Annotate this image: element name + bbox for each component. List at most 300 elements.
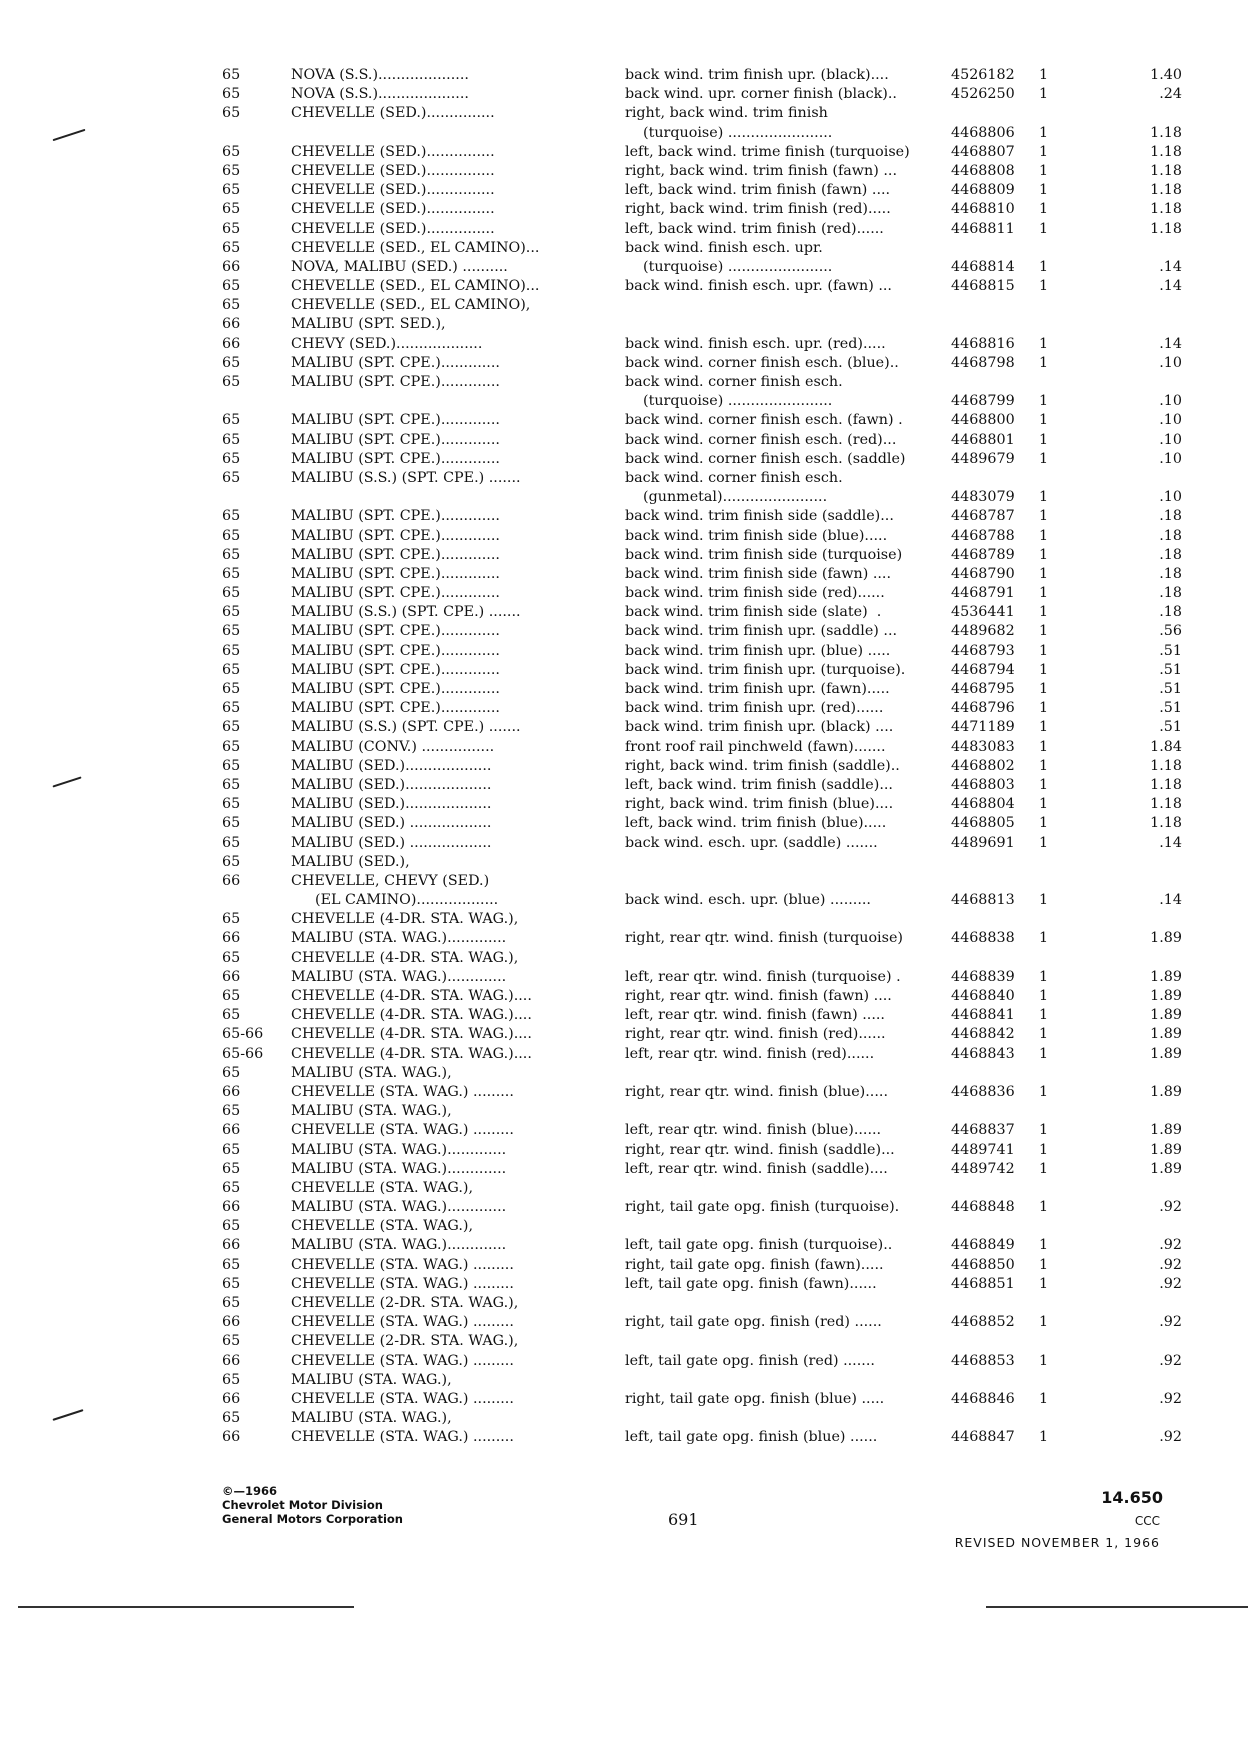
- part-description: back wind. trim finish upr. (red)......: [625, 700, 884, 717]
- quantity: 1: [1039, 1390, 1049, 1407]
- model-year: 65: [222, 1333, 241, 1350]
- model-year: 65: [222, 1371, 241, 1388]
- quantity: 1: [1039, 143, 1049, 160]
- price: .51: [1159, 700, 1182, 717]
- part-description: back wind. esch. upr. (saddle) .......: [625, 834, 878, 851]
- table-row: [222, 124, 1182, 143]
- publisher-block: [222, 1484, 403, 1526]
- part-number: 4489691: [951, 834, 1015, 851]
- part-number: 4468842: [951, 1026, 1015, 1043]
- model-name: MALIBU (SPT. CPE.).............: [291, 565, 500, 582]
- model-year: 65: [222, 623, 241, 640]
- price: 1.18: [1150, 776, 1182, 793]
- quantity: 1: [1039, 1352, 1049, 1369]
- binder-hole-mark: [53, 129, 86, 141]
- model-name: MALIBU (S.S.) (SPT. CPE.) .......: [291, 604, 521, 621]
- quantity: 1: [1039, 776, 1049, 793]
- part-number: 4468816: [951, 335, 1015, 352]
- part-description: right, back wind. trim finish (blue)....: [625, 796, 894, 813]
- model-name: CHEVELLE (SED.)...............: [291, 182, 495, 199]
- part-description: back wind. trim finish side (red)......: [625, 585, 885, 602]
- model-year: 66: [222, 258, 241, 275]
- quantity: 1: [1039, 1141, 1049, 1158]
- price: .10: [1159, 450, 1182, 467]
- model-year: 65: [222, 1410, 241, 1427]
- part-number: 4468803: [951, 776, 1015, 793]
- model-year: 65: [222, 1179, 241, 1196]
- part-description: left, back wind. trim finish (fawn) ....: [625, 182, 891, 199]
- part-number: 4526250: [951, 86, 1015, 103]
- model-year: 65: [222, 67, 241, 83]
- part-description: left, tail gate opg. finish (blue) ......: [625, 1429, 878, 1446]
- price: 1.89: [1150, 1122, 1182, 1139]
- quantity: 1: [1039, 1199, 1049, 1216]
- price: .14: [1159, 335, 1182, 352]
- part-description: back wind. esch. upr. (blue) .........: [625, 892, 871, 909]
- price: .92: [1159, 1390, 1182, 1407]
- model-name: MALIBU (SPT. CPE.).............: [291, 412, 500, 429]
- part-description: back wind. trim finish upr. (blue) .....: [625, 642, 891, 659]
- price: .92: [1159, 1429, 1182, 1446]
- table-row: [222, 1083, 1182, 1102]
- part-number: 4489679: [951, 450, 1015, 467]
- part-number: 4468796: [951, 700, 1015, 717]
- table-row: [222, 411, 1182, 430]
- part-description: back wind. trim finish upr. (saddle) ...: [625, 623, 898, 640]
- part-description: back wind. trim finish upr. (black) ....: [625, 719, 894, 736]
- model-name: CHEVELLE (2-DR. STA. WAG.),: [291, 1295, 519, 1311]
- model-year: 65: [222, 681, 241, 697]
- part-description: right, back wind. trim finish (saddle)..: [625, 757, 900, 774]
- quantity: 1: [1039, 489, 1049, 506]
- model-name: CHEVELLE (STA. WAG.),: [291, 1179, 473, 1196]
- table-row: [222, 296, 1182, 315]
- price: 1.40: [1150, 67, 1182, 83]
- table-row: [222, 603, 1182, 622]
- table-row: [222, 1102, 1182, 1121]
- price: 1.84: [1150, 738, 1182, 755]
- table-row: [222, 469, 1182, 488]
- quantity: 1: [1039, 757, 1049, 774]
- quantity: 1: [1039, 1007, 1049, 1024]
- part-description: right, back wind. trim finish (red).....: [625, 201, 891, 218]
- quantity: 1: [1039, 278, 1049, 295]
- part-number: 4468840: [951, 988, 1015, 1004]
- price: .18: [1159, 565, 1182, 582]
- model-name: MALIBU (SPT. CPE.).............: [291, 374, 500, 390]
- copyright: ©—1966: [222, 1484, 278, 1498]
- part-description: back wind. finish esch. upr.: [625, 239, 823, 256]
- table-row: [222, 891, 1182, 910]
- model-year: 65: [222, 143, 241, 160]
- part-number: 4468807: [951, 143, 1015, 160]
- binder-hole-mark: [52, 1409, 83, 1421]
- part-number: 4489682: [951, 623, 1015, 640]
- model-year: 65: [222, 412, 241, 429]
- model-name: MALIBU (STA. WAG.),: [291, 1371, 452, 1388]
- model-year: 65-66: [222, 1045, 264, 1062]
- table-row: [222, 143, 1182, 162]
- quantity: 1: [1039, 527, 1049, 544]
- quantity: 1: [1039, 546, 1049, 563]
- part-number: 4468789: [951, 546, 1015, 563]
- table-row: [222, 220, 1182, 239]
- part-description: left, rear qtr. wind. finish (saddle)....: [625, 1160, 888, 1177]
- model-name: CHEVELLE (2-DR. STA. WAG.),: [291, 1333, 519, 1350]
- part-number: 4468790: [951, 565, 1015, 582]
- model-year: 65: [222, 661, 241, 678]
- quantity: 1: [1039, 604, 1049, 621]
- price: 1.18: [1150, 143, 1182, 160]
- part-description: left, tail gate opg. finish (turquoise)..: [625, 1237, 893, 1254]
- model-year: 65: [222, 182, 241, 199]
- part-description: left, back wind. trime finish (turquoise): [625, 143, 910, 160]
- price: .51: [1159, 642, 1182, 659]
- quantity: 1: [1039, 892, 1049, 909]
- model-year: 65: [222, 1256, 241, 1273]
- quantity: 1: [1039, 623, 1049, 640]
- model-name: MALIBU (STA. WAG.),: [291, 1103, 452, 1120]
- model-year: 65: [222, 949, 241, 966]
- part-number: 4468843: [951, 1045, 1015, 1062]
- model-name: CHEVELLE (SED.)...............: [291, 162, 495, 179]
- table-row: [222, 258, 1182, 277]
- model-year: 66: [222, 872, 241, 889]
- table-row: [222, 718, 1182, 737]
- part-number: 4468838: [951, 930, 1015, 947]
- model-year: 65: [222, 374, 241, 390]
- part-description: right, rear qtr. wind. finish (turquoise): [625, 930, 903, 947]
- price: 1.18: [1150, 757, 1182, 774]
- quantity: 1: [1039, 968, 1049, 985]
- table-row: [222, 795, 1182, 814]
- price: .18: [1159, 508, 1182, 525]
- model-year: 65: [222, 796, 241, 813]
- model-name: MALIBU (STA. WAG.).............: [291, 1199, 507, 1216]
- part-description: left, tail gate opg. finish (fawn)......: [625, 1275, 877, 1292]
- parts-table: [222, 66, 1182, 1448]
- model-name: MALIBU (STA. WAG.).............: [291, 1160, 507, 1177]
- table-row: [222, 527, 1182, 546]
- price: 1.18: [1150, 124, 1182, 141]
- part-description: (turquoise) .......................: [643, 124, 833, 141]
- part-description: left, back wind. trim finish (red)......: [625, 220, 884, 237]
- model-name: MALIBU (SPT. CPE.).............: [291, 623, 500, 640]
- price: 1.18: [1150, 201, 1182, 218]
- model-name: MALIBU (SED.)...................: [291, 757, 492, 774]
- price: .24: [1159, 86, 1182, 103]
- table-row: [222, 162, 1182, 181]
- part-description: back wind. finish esch. upr. (fawn) ...: [625, 278, 892, 295]
- part-description: right, rear qtr. wind. finish (blue).....: [625, 1083, 888, 1100]
- table-row: [222, 1371, 1182, 1390]
- model-name: CHEVELLE (4-DR. STA. WAG.)....: [291, 988, 532, 1004]
- part-description: back wind. trim finish side (saddle)...: [625, 508, 894, 525]
- table-row: [222, 1256, 1182, 1275]
- model-year: 66: [222, 968, 241, 985]
- quantity: 1: [1039, 1429, 1049, 1446]
- quantity: 1: [1039, 1083, 1049, 1100]
- quantity: 1: [1039, 1160, 1049, 1177]
- table-row: [222, 776, 1182, 795]
- part-description: back wind. trim finish upr. (turquoise).: [625, 661, 906, 678]
- table-row: [222, 757, 1182, 776]
- model-name: MALIBU (SPT. CPE.).............: [291, 508, 500, 525]
- model-year: 66: [222, 1237, 241, 1254]
- model-year: 66: [222, 1429, 241, 1446]
- table-row: [222, 949, 1182, 968]
- part-description: right, tail gate opg. finish (fawn).....: [625, 1256, 884, 1273]
- price: 1.89: [1150, 1007, 1182, 1024]
- binder-hole-mark: [52, 776, 81, 787]
- part-number: 4468804: [951, 796, 1015, 813]
- model-name: MALIBU (SPT. CPE.).............: [291, 546, 500, 563]
- part-number: 4468846: [951, 1390, 1015, 1407]
- table-row: [222, 1064, 1182, 1083]
- model-name: MALIBU (SPT. CPE.).............: [291, 681, 500, 697]
- model-name: CHEVELLE (STA. WAG.) .........: [291, 1352, 514, 1369]
- model-name: CHEVELLE (STA. WAG.) .........: [291, 1275, 514, 1292]
- bottom-rule-right: [986, 1606, 1248, 1608]
- model-year: 65-66: [222, 1026, 264, 1043]
- model-year: 65: [222, 278, 241, 295]
- model-name: MALIBU (STA. WAG.).............: [291, 968, 507, 985]
- part-number: 4468853: [951, 1352, 1015, 1369]
- quantity: 1: [1039, 393, 1049, 410]
- part-description: left, rear qtr. wind. finish (blue)......: [625, 1122, 882, 1139]
- price: .14: [1159, 258, 1182, 275]
- quantity: 1: [1039, 86, 1049, 103]
- model-year: 65: [222, 719, 241, 736]
- part-description: left, rear qtr. wind. finish (red)......: [625, 1045, 875, 1062]
- table-row: [222, 1390, 1182, 1409]
- part-description: back wind. trim finish side (blue).....: [625, 527, 888, 544]
- part-description: back wind. corner finish esch. (saddle): [625, 450, 906, 467]
- model-year: 65: [222, 1141, 241, 1158]
- part-description: left, rear qtr. wind. finish (turquoise) .: [625, 968, 901, 985]
- price: 1.18: [1150, 796, 1182, 813]
- quantity: 1: [1039, 815, 1049, 832]
- page-number: 691: [668, 1510, 699, 1529]
- model-year: 65: [222, 86, 241, 103]
- table-row: [222, 834, 1182, 853]
- quantity: 1: [1039, 162, 1049, 179]
- price: .10: [1159, 354, 1182, 371]
- part-number: 4468805: [951, 815, 1015, 832]
- model-name: MALIBU (SED.)...................: [291, 796, 492, 813]
- part-description: back wind. trim finish side (fawn) ....: [625, 565, 892, 582]
- part-description: right, back wind. trim finish (fawn) ...: [625, 162, 898, 179]
- model-name: MALIBU (STA. WAG.),: [291, 1410, 452, 1427]
- part-number: 4468800: [951, 412, 1015, 429]
- model-name: NOVA (S.S.)....................: [291, 86, 469, 103]
- model-year: 65: [222, 911, 241, 928]
- table-row: [222, 1352, 1182, 1371]
- quantity: 1: [1039, 796, 1049, 813]
- price: 1.89: [1150, 1045, 1182, 1062]
- model-year: 65: [222, 1218, 241, 1235]
- model-name: MALIBU (SPT. CPE.).............: [291, 661, 500, 678]
- part-number: 4536441: [951, 604, 1015, 621]
- quantity: 1: [1039, 354, 1049, 371]
- quantity: 1: [1039, 450, 1049, 467]
- table-row: [222, 622, 1182, 641]
- part-number: 4468793: [951, 642, 1015, 659]
- part-description: (gunmetal).......................: [643, 489, 828, 506]
- quantity: 1: [1039, 220, 1049, 237]
- quantity: 1: [1039, 201, 1049, 218]
- part-number: 4468850: [951, 1256, 1015, 1273]
- price: 1.89: [1150, 1160, 1182, 1177]
- model-name: MALIBU (SPT. CPE.).............: [291, 527, 500, 544]
- price: 1.89: [1150, 930, 1182, 947]
- part-description: right, back wind. trim finish: [625, 105, 828, 122]
- model-year: 65: [222, 834, 241, 851]
- model-name: MALIBU (STA. WAG.).............: [291, 1237, 507, 1254]
- model-year: 66: [222, 335, 241, 352]
- model-name: CHEVELLE (SED.)...............: [291, 143, 495, 160]
- part-number: 4468808: [951, 162, 1015, 179]
- model-year: 65: [222, 988, 241, 1004]
- revision-date: REVISED NOVEMBER 1, 1966: [954, 1535, 1160, 1550]
- part-number: 4489741: [951, 1141, 1015, 1158]
- quantity: 1: [1039, 930, 1049, 947]
- model-name: CHEVELLE (4-DR. STA. WAG.)....: [291, 1026, 532, 1043]
- model-year: 66: [222, 1390, 241, 1407]
- model-name: MALIBU (SPT. CPE.).............: [291, 585, 500, 602]
- table-row: [222, 642, 1182, 661]
- price: .10: [1159, 393, 1182, 410]
- model-year: 65: [222, 1160, 241, 1177]
- model-name: MALIBU (SED.),: [291, 853, 410, 870]
- model-name: CHEVELLE (STA. WAG.) .........: [291, 1314, 514, 1331]
- model-year: 65: [222, 815, 241, 832]
- model-name: CHEVELLE (4-DR. STA. WAG.)....: [291, 1045, 532, 1062]
- part-number: 4489742: [951, 1160, 1015, 1177]
- table-row: [222, 450, 1182, 469]
- table-row: [222, 546, 1182, 565]
- part-number: 4468851: [951, 1275, 1015, 1292]
- model-year: 65: [222, 546, 241, 563]
- quantity: 1: [1039, 661, 1049, 678]
- model-name: MALIBU (SPT. CPE.).............: [291, 354, 500, 371]
- quantity: 1: [1039, 681, 1049, 697]
- price: .14: [1159, 278, 1182, 295]
- table-row: [222, 66, 1182, 85]
- model-year: 65: [222, 239, 241, 256]
- price: .18: [1159, 604, 1182, 621]
- model-year: 65: [222, 565, 241, 582]
- table-row: [222, 929, 1182, 948]
- part-description: back wind. trim finish side (slate) .: [625, 604, 882, 621]
- model-year: 65: [222, 1007, 241, 1024]
- price: .51: [1159, 681, 1182, 697]
- part-description: back wind. corner finish esch. (red)...: [625, 431, 897, 448]
- model-name: CHEVELLE, CHEVY (SED.): [291, 872, 490, 889]
- part-number: 4483079: [951, 489, 1015, 506]
- bottom-rule-left: [18, 1606, 354, 1608]
- model-name: MALIBU (SED.) ..................: [291, 815, 492, 832]
- table-row: [222, 1217, 1182, 1236]
- table-row: [222, 104, 1182, 123]
- table-row: [222, 680, 1182, 699]
- model-year: 65: [222, 162, 241, 179]
- part-number: 4468852: [951, 1314, 1015, 1331]
- table-row: [222, 853, 1182, 872]
- model-year: 65: [222, 1295, 241, 1311]
- part-description: front roof rail pinchweld (fawn).......: [625, 738, 886, 755]
- model-year: 65: [222, 700, 241, 717]
- part-number: 4468810: [951, 201, 1015, 218]
- table-row: [222, 1179, 1182, 1198]
- model-year: 65: [222, 1064, 241, 1081]
- part-description: (turquoise) .......................: [643, 258, 833, 275]
- model-name: CHEVELLE (SED.)...............: [291, 220, 495, 237]
- part-number: 4468802: [951, 757, 1015, 774]
- part-number: 4468798: [951, 354, 1015, 371]
- table-row: [222, 507, 1182, 526]
- price: .18: [1159, 527, 1182, 544]
- model-name: CHEVELLE (SED., EL CAMINO)...: [291, 239, 540, 256]
- table-row: [222, 181, 1182, 200]
- model-name: MALIBU (SED.) ..................: [291, 834, 492, 851]
- part-number: 4468809: [951, 182, 1015, 199]
- model-name: CHEVELLE (SED., EL CAMINO),: [291, 297, 531, 314]
- model-name: MALIBU (SPT. CPE.).............: [291, 700, 500, 717]
- price: 1.18: [1150, 182, 1182, 199]
- model-name: MALIBU (CONV.) ................: [291, 738, 495, 755]
- table-row: [222, 699, 1182, 718]
- corporation-name: General Motors Corporation: [222, 1512, 403, 1526]
- quantity: 1: [1039, 642, 1049, 659]
- model-name: MALIBU (SED.)...................: [291, 776, 492, 793]
- model-name: NOVA, MALIBU (SED.) ..........: [291, 258, 508, 275]
- part-number: 4468788: [951, 527, 1015, 544]
- table-row: [222, 814, 1182, 833]
- model-name: NOVA (S.S.)....................: [291, 67, 469, 83]
- part-number: 4471189: [951, 719, 1015, 736]
- model-name: CHEVELLE (SED.)...............: [291, 105, 495, 122]
- model-year: 65: [222, 642, 241, 659]
- quantity: 1: [1039, 738, 1049, 755]
- model-year: 65: [222, 757, 241, 774]
- table-row: [222, 968, 1182, 987]
- part-description: back wind. corner finish esch.: [625, 469, 843, 486]
- price: .92: [1159, 1256, 1182, 1273]
- part-number: 4468847: [951, 1429, 1015, 1446]
- table-row: [222, 661, 1182, 680]
- table-row: [222, 200, 1182, 219]
- price: .10: [1159, 489, 1182, 506]
- quantity: 1: [1039, 585, 1049, 602]
- price: .92: [1159, 1199, 1182, 1216]
- table-row: [222, 1121, 1182, 1140]
- price: .18: [1159, 546, 1182, 563]
- quantity: 1: [1039, 431, 1049, 448]
- model-year: 65: [222, 776, 241, 793]
- model-year: 65: [222, 450, 241, 467]
- quantity: 1: [1039, 1045, 1049, 1062]
- model-name: CHEVELLE (STA. WAG.) .........: [291, 1390, 514, 1407]
- part-number: 4468799: [951, 393, 1015, 410]
- quantity: 1: [1039, 1237, 1049, 1254]
- model-name: MALIBU (S.S.) (SPT. CPE.) .......: [291, 469, 521, 486]
- model-year: 65: [222, 431, 241, 448]
- model-year: 65: [222, 105, 241, 122]
- table-row: [222, 987, 1182, 1006]
- model-year: 65: [222, 201, 241, 218]
- part-description: left, back wind. trim finish (blue).....: [625, 815, 887, 832]
